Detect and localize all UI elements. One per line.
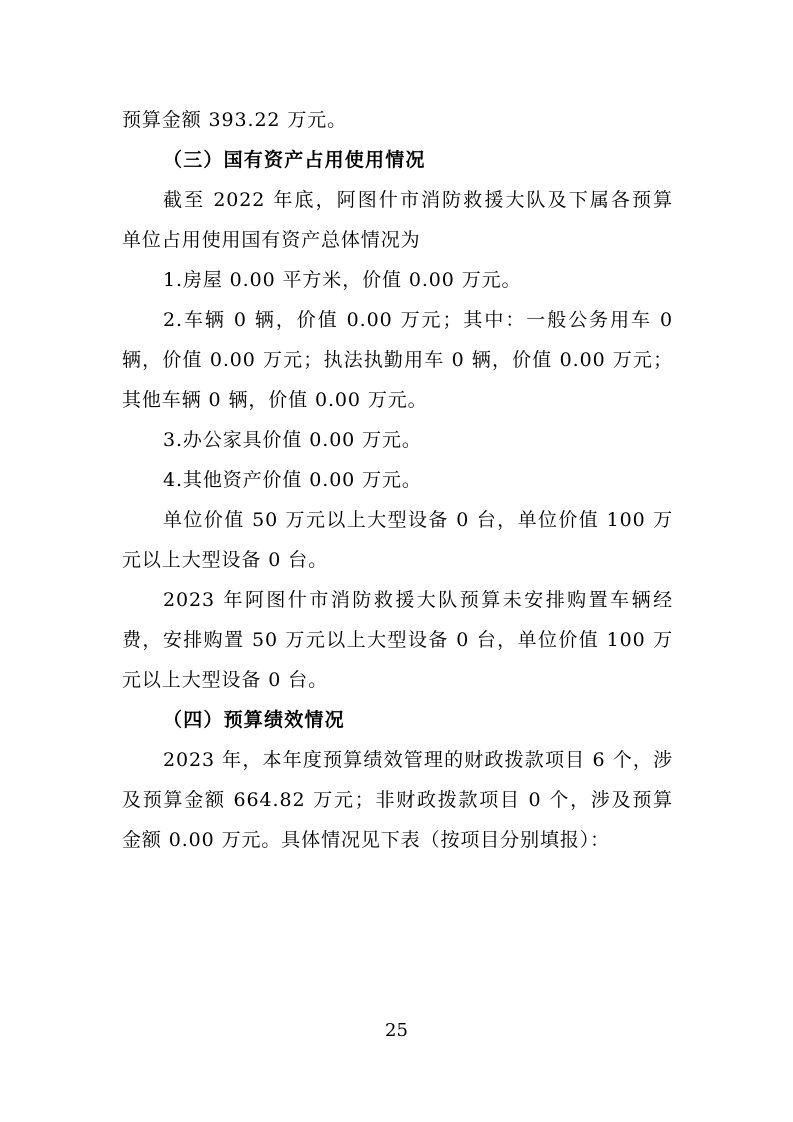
list-item-furniture: 3.办公家具价值 0.00 万元。: [163, 429, 422, 451]
paragraph-line: 及预算金额 664.82 万元；非财政拨款项目 0 个，涉及预算: [122, 789, 673, 811]
paragraph-line: 2023 年，本年度预算绩效管理的财政拨款项目 6 个，涉: [163, 749, 673, 771]
paragraph-line: 费，安排购置 50 万元以上大型设备 0 台，单位价值 100 万: [122, 629, 673, 651]
list-item-vehicles: 2.车辆 0 辆，价值 0.00 万元；其中：一般公务用车 0: [163, 309, 673, 331]
paragraph-line: 预算金额 393.22 万元。: [122, 109, 348, 131]
paragraph-line: 单位占用使用国有资产总体情况为: [122, 229, 421, 251]
paragraph-line: 金额 0.00 万元。具体情况见下表（按项目分别填报）：: [122, 829, 611, 851]
section-heading-performance: （四）预算绩效情况: [163, 709, 345, 731]
paragraph-line: 其他车辆 0 辆，价值 0.00 万元。: [122, 389, 428, 411]
paragraph-line: 单位价值 50 万元以上大型设备 0 台，单位价值 100 万: [163, 509, 673, 531]
paragraph-line: 截至 2022 年底，阿图什市消防救援大队及下属各预算: [163, 189, 673, 211]
paragraph-line: 元以上大型设备 0 台。: [122, 669, 328, 691]
paragraph-line: 元以上大型设备 0 台。: [122, 549, 328, 571]
list-item-housing: 1.房屋 0.00 平方米，价值 0.00 万元。: [163, 269, 522, 291]
paragraph-line: 辆，价值 0.00 万元；执法执勤用车 0 辆，价值 0.00 万元；: [122, 349, 673, 371]
page-number: 25: [385, 1020, 408, 1041]
section-heading-assets: （三）国有资产占用使用情况: [163, 149, 426, 171]
list-item-other-assets: 4.其他资产价值 0.00 万元。: [163, 469, 422, 491]
paragraph-line: 2023 年阿图什市消防救援大队预算未安排购置车辆经: [163, 589, 673, 611]
